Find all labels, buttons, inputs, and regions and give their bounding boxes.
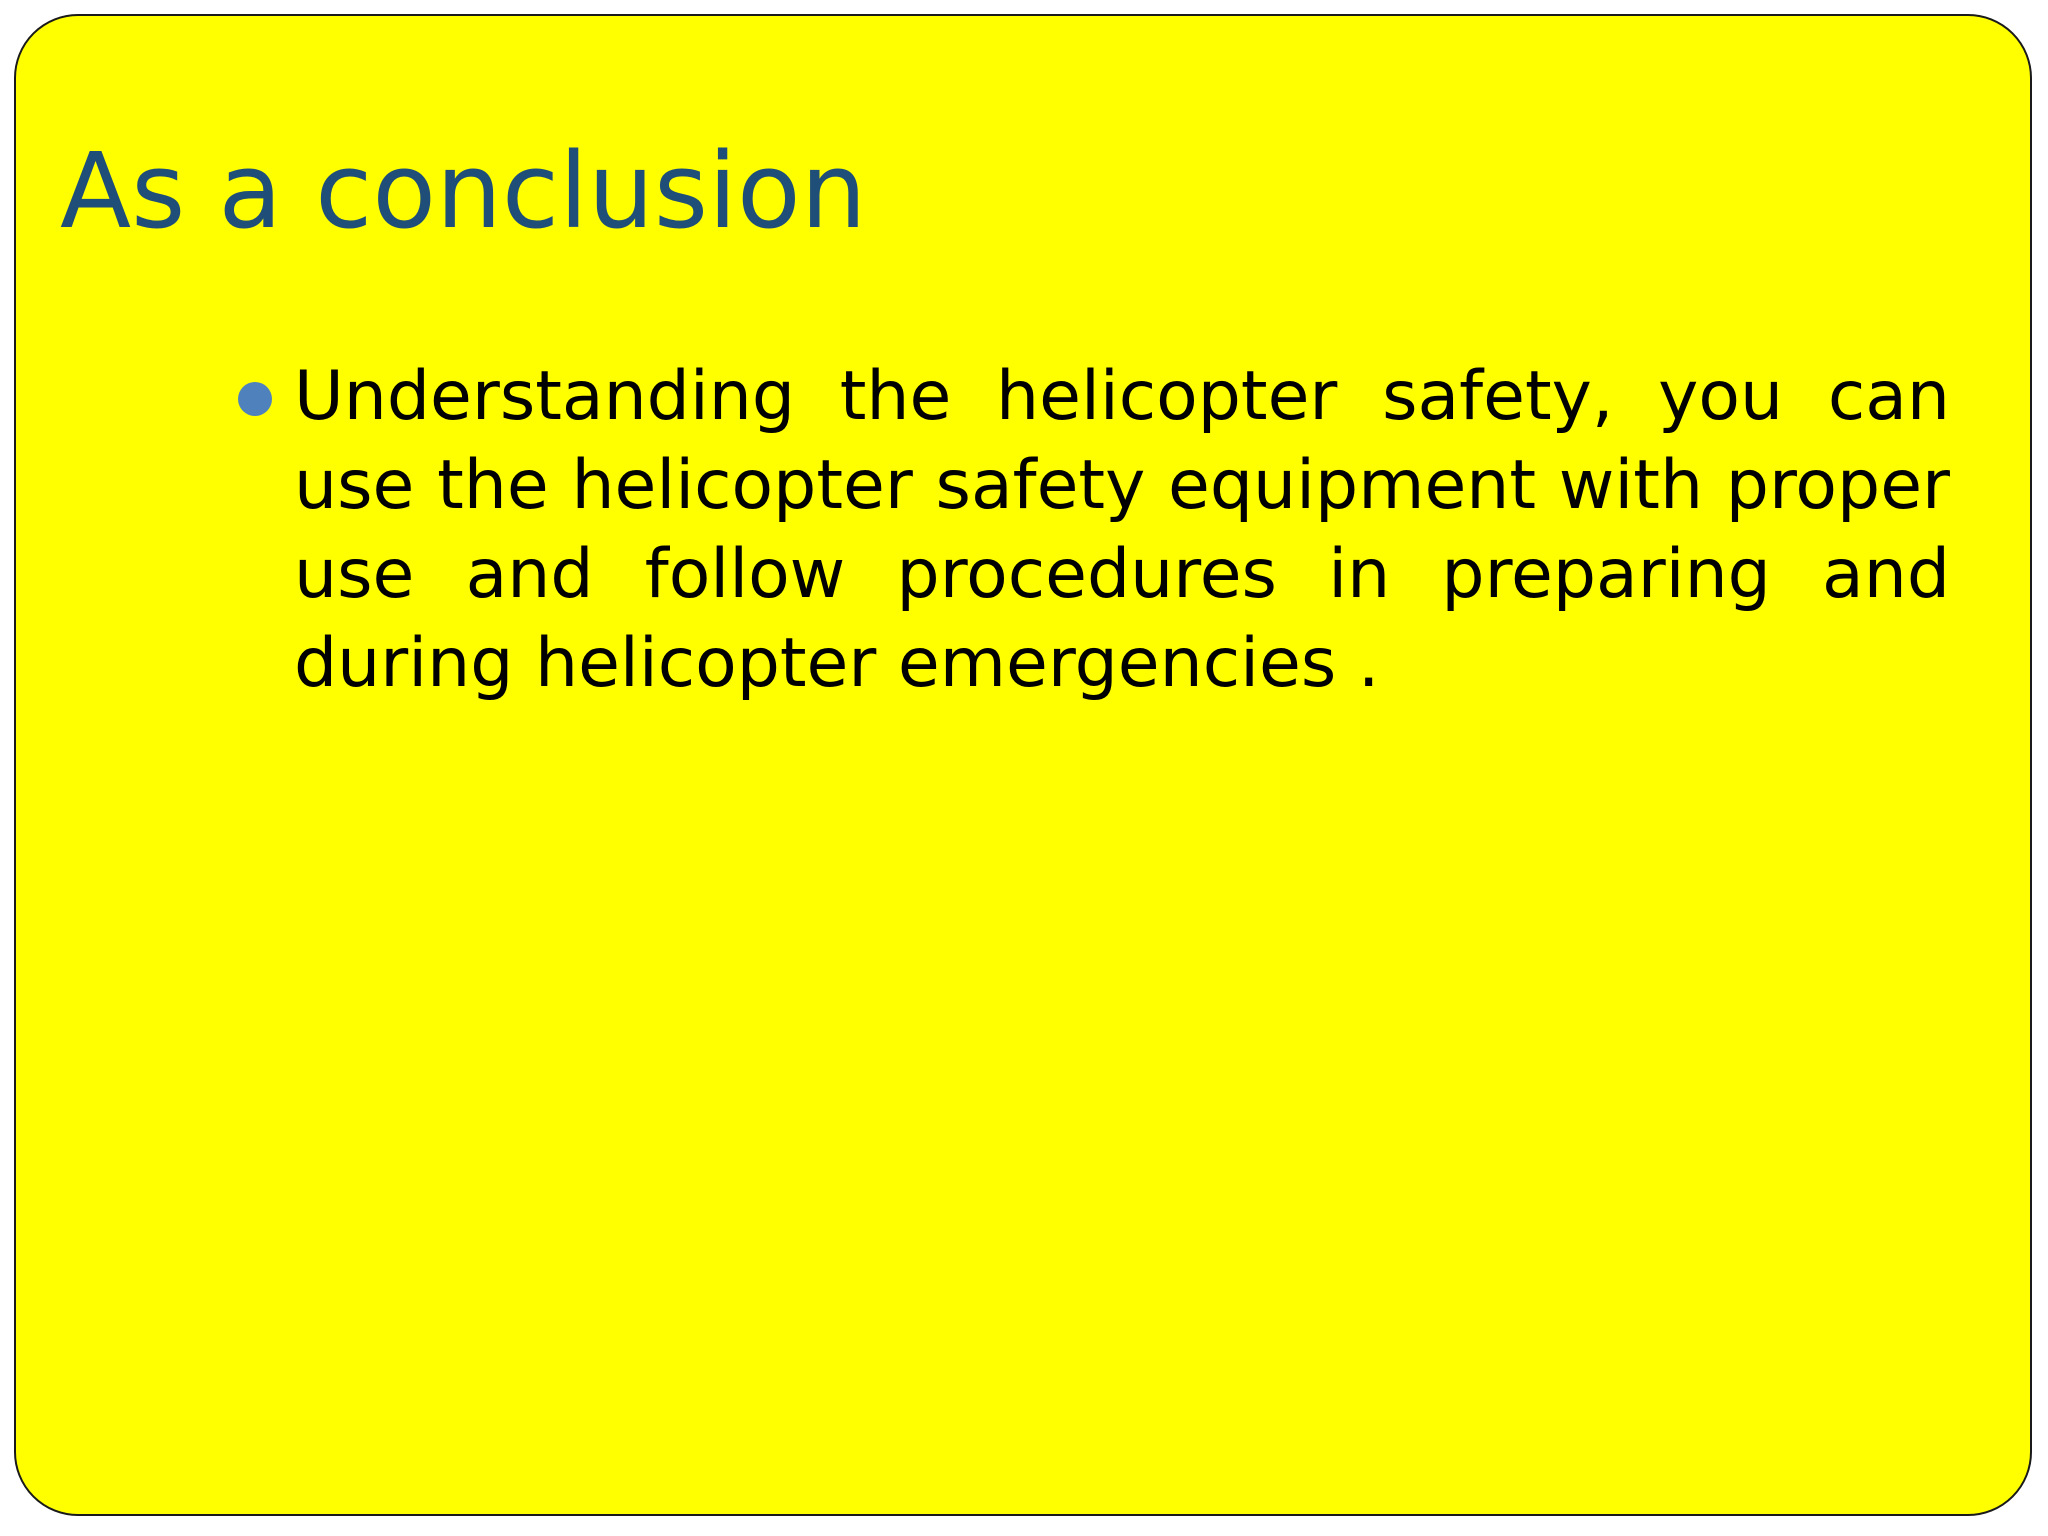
slide [14,14,2032,1516]
bullet-text: Understanding the helicopter safety, you can use the helicopter safety equipment with proper use and follow procedures in preparing and during helicopter emergencies . [294,357,1950,703]
slide-title: As a conclusion [60,130,867,252]
bullet-dot-icon [238,382,272,416]
bullet-list [234,352,1950,708]
bullet-item [234,352,1950,708]
